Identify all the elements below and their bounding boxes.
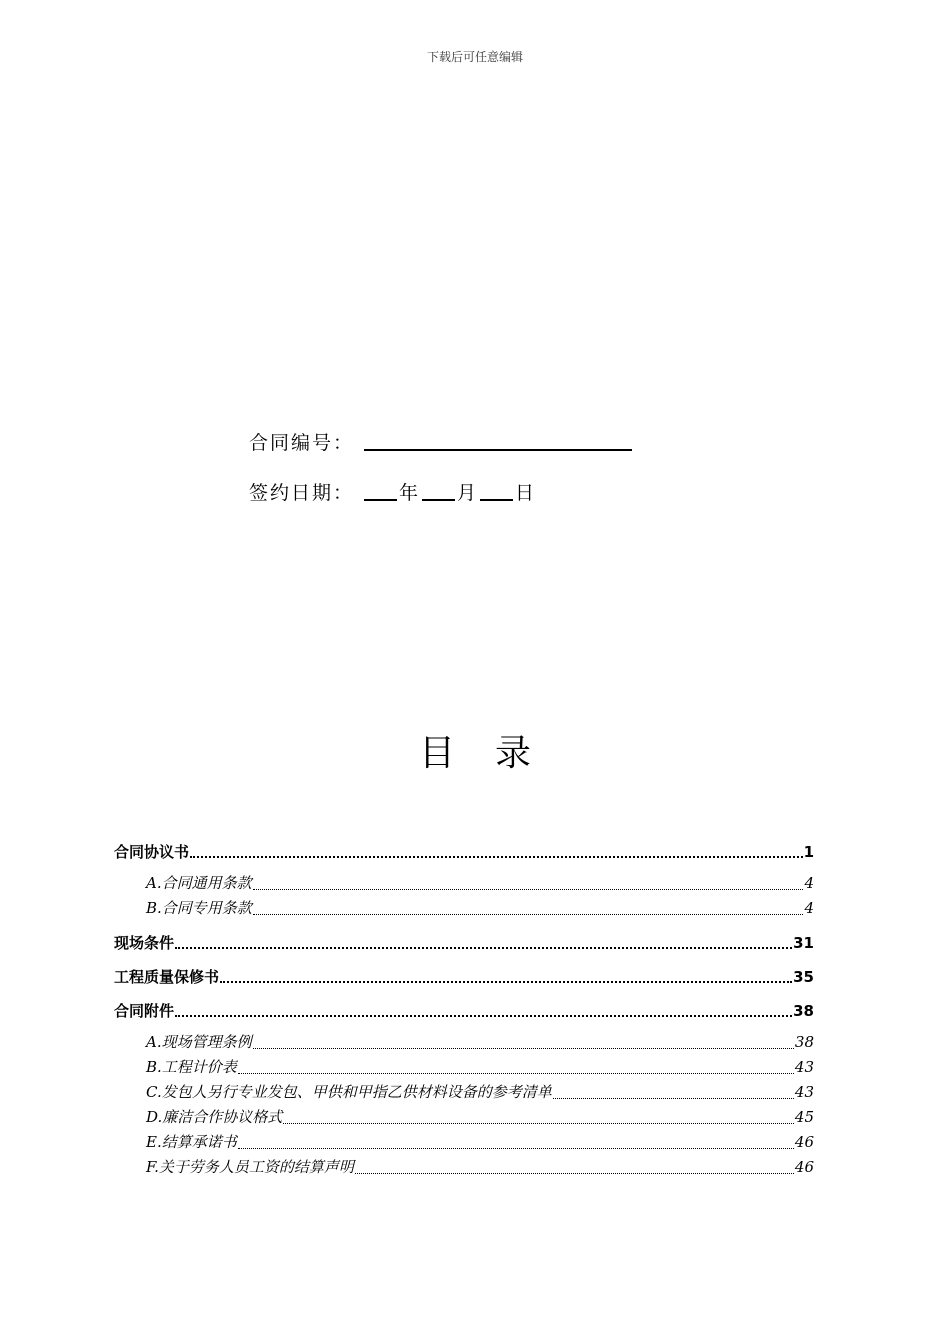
toc-entry-page: 38 bbox=[794, 1033, 814, 1051]
toc-leader-dots bbox=[355, 1172, 794, 1174]
toc-entry[interactable] bbox=[114, 931, 814, 955]
toc-leader-dots bbox=[238, 1072, 794, 1074]
toc-entry-label: E.结算承诺书 bbox=[146, 1133, 237, 1151]
toc-title-char-1: 目 bbox=[418, 733, 495, 774]
toc-entry-label: B.工程计价表 bbox=[146, 1058, 237, 1076]
month-blank bbox=[422, 479, 455, 501]
toc-entry-label: A.现场管理条例 bbox=[146, 1033, 252, 1051]
toc-entry-label: C.发包人另行专业发包、甲供和甲指乙供材料设备的参考清单 bbox=[146, 1083, 552, 1101]
toc-entry[interactable] bbox=[114, 1105, 814, 1130]
contract-number-row bbox=[249, 428, 632, 458]
toc-entry-page: 4 bbox=[804, 874, 814, 892]
toc-entry-label: D.廉洁合作协议格式 bbox=[146, 1108, 283, 1126]
toc-leader-dots bbox=[253, 913, 804, 915]
toc-leader-dots bbox=[175, 946, 792, 949]
toc-leader-dots bbox=[190, 855, 803, 858]
toc-entry[interactable] bbox=[114, 840, 814, 864]
toc-leader-dots bbox=[253, 1047, 794, 1049]
toc-entry-page: 43 bbox=[794, 1058, 814, 1076]
toc-entry[interactable] bbox=[114, 1030, 814, 1055]
toc-entry-page: 46 bbox=[794, 1158, 814, 1176]
toc-leader-dots bbox=[283, 1122, 794, 1124]
toc-entry-label: B.合同专用条款 bbox=[146, 899, 252, 917]
signing-date-row bbox=[249, 478, 632, 508]
toc-entry-page: 46 bbox=[794, 1133, 814, 1151]
toc-entry-page: 38 bbox=[793, 1002, 814, 1020]
toc-leader-dots bbox=[553, 1097, 794, 1099]
toc-entry-page: 35 bbox=[793, 968, 814, 986]
toc-leader-dots bbox=[175, 1014, 792, 1017]
toc-title bbox=[0, 728, 950, 780]
contract-info bbox=[249, 428, 632, 508]
toc-leader-dots bbox=[238, 1147, 794, 1149]
toc-entry[interactable] bbox=[114, 999, 814, 1023]
toc-entry[interactable] bbox=[114, 1055, 814, 1080]
toc-entry-page: 31 bbox=[793, 934, 814, 952]
toc-entry[interactable] bbox=[114, 965, 814, 989]
year-blank bbox=[364, 479, 397, 501]
toc-entry[interactable] bbox=[114, 1080, 814, 1105]
toc-entry-page: 4 bbox=[804, 899, 814, 917]
day-label: 日 bbox=[515, 482, 537, 504]
toc-entry-label: 现场条件 bbox=[114, 934, 175, 952]
toc-entry[interactable] bbox=[114, 896, 814, 921]
toc-entry-label: F.关于劳务人员工资的结算声明 bbox=[146, 1158, 354, 1176]
year-label: 年 bbox=[399, 482, 421, 504]
toc-entry-label: 工程质量保修书 bbox=[114, 968, 220, 986]
toc-entry[interactable] bbox=[114, 1155, 814, 1180]
toc-entry-label: 合同附件 bbox=[114, 1002, 175, 1020]
toc-entry-page: 43 bbox=[794, 1083, 814, 1101]
toc-entry-label: 合同协议书 bbox=[114, 843, 190, 861]
toc-title-char-2: 录 bbox=[495, 733, 572, 774]
contract-number-blank bbox=[364, 429, 632, 451]
toc-leader-dots bbox=[220, 980, 792, 983]
table-of-contents bbox=[114, 840, 814, 1180]
toc-entry-page: 45 bbox=[794, 1108, 814, 1126]
contract-number-label: 合同编号： bbox=[249, 432, 355, 454]
header-note: 下载后可任意编辑 bbox=[426, 50, 523, 64]
toc-leader-dots bbox=[253, 888, 804, 890]
toc-entry[interactable] bbox=[114, 1130, 814, 1155]
signing-date-label: 签约日期： bbox=[249, 482, 355, 504]
day-blank bbox=[480, 479, 513, 501]
toc-entry-label: A.合同通用条款 bbox=[146, 874, 252, 892]
month-label: 月 bbox=[457, 482, 479, 504]
toc-entry-page: 1 bbox=[803, 843, 814, 861]
toc-entry[interactable] bbox=[114, 871, 814, 896]
